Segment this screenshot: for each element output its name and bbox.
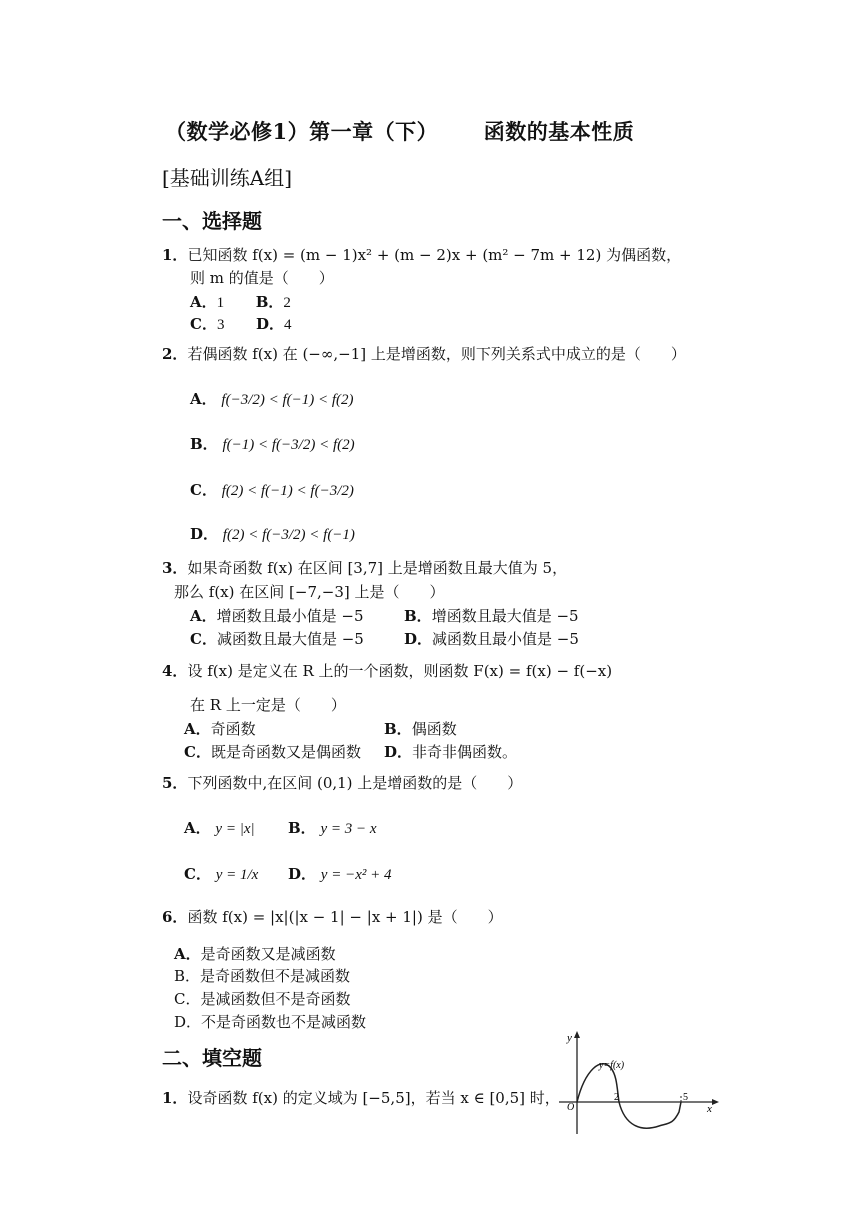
question-3-option-a: 增函数且最小值是 −5 — [216, 607, 364, 625]
option-label-c: C． — [190, 630, 217, 648]
question-5-option-a: y = |x| — [215, 821, 255, 837]
question-6-option-b-row — [174, 965, 350, 986]
option-label-d: D． — [288, 865, 317, 883]
fill-question-1-number: 1． — [162, 1089, 188, 1107]
question-4-option-d: 非奇非偶函数。 — [412, 743, 518, 761]
fill-question-1 — [162, 1087, 560, 1108]
curve-label: y=f(x) — [599, 1060, 625, 1071]
y-axis-arrow — [574, 1031, 580, 1038]
function-curve — [577, 1064, 681, 1128]
question-6-option-c: 是减函数但不是奇函数 — [200, 990, 351, 1008]
question-5-options-row1 — [184, 817, 377, 838]
question-3-option-c: 减函数且最大值是 −5 — [216, 630, 364, 648]
question-2-option-a: f(−3/2) < f(−1) < f(2) — [221, 392, 354, 408]
question-4-stem: 设 f(x) 是定义在 R 上的一个函数，则函数 F(x) = f(x) − f(−x) — [187, 662, 613, 680]
question-2-option-b: f(−1) < f(−3/2) < f(2) — [222, 437, 355, 453]
section-fill-title: 二、填空题 — [162, 1046, 262, 1070]
option-label-c: C． — [184, 743, 211, 761]
question-6 — [162, 906, 503, 927]
question-4-options-row1 — [184, 718, 457, 739]
question-4 — [162, 660, 612, 681]
option-label-a: A． — [174, 945, 201, 963]
question-3-option-d: 减函数且最小值是 −5 — [432, 630, 579, 648]
question-3-options-row1 — [190, 605, 579, 626]
option-label-a: A． — [190, 293, 217, 311]
question-3-option-b: 增函数且最大值是 −5 — [431, 607, 579, 625]
question-4-options-row2 — [184, 741, 517, 762]
question-3-stem: 如果奇函数 f(x) 在区间 [3,7] 上是增函数且最大值为 5， — [187, 559, 568, 577]
question-5-options-row2 — [184, 863, 391, 884]
question-1-stem: 已知函数 f(x) = (m − 1)x² + (m − 2)x + (m² − 7m + 12) 为偶函数， — [187, 246, 682, 264]
subtitle-text: 函数的基本性质 — [483, 119, 635, 144]
y-axis-label: y — [567, 1032, 572, 1044]
question-3-number: 3． — [162, 559, 188, 577]
option-label-b: B． — [404, 607, 432, 625]
question-6-option-d-row — [174, 1011, 366, 1032]
question-5-option-b: y = 3 − x — [320, 821, 377, 837]
x-axis-label: x — [707, 1103, 712, 1115]
option-label-a: A． — [190, 390, 217, 408]
page-title — [165, 116, 634, 146]
question-3-stem-2: 那么 f(x) 在区间 [−7,−3] 上是（ ） — [174, 583, 445, 601]
option-label-a: A． — [190, 607, 217, 625]
question-6-option-c-row — [174, 988, 351, 1009]
option-label-d: D． — [174, 1013, 202, 1031]
question-4-number: 4． — [162, 662, 188, 680]
question-1-option-b: 2 — [283, 295, 291, 311]
question-6-number: 6． — [162, 908, 188, 926]
question-1-options-row2 — [190, 313, 292, 334]
option-label-c: C． — [174, 990, 201, 1008]
option-label-b: B． — [190, 435, 218, 453]
option-label-b: B． — [384, 720, 412, 738]
question-2-option-c-row — [190, 479, 354, 500]
option-label-c: C． — [190, 481, 217, 499]
question-1-option-c: 3 — [216, 317, 225, 333]
option-label-a: A． — [184, 720, 211, 738]
question-6-option-a-row — [174, 943, 336, 964]
question-5-stem: 下列函数中,在区间 (0,1) 上是增函数的是（ ） — [187, 774, 523, 792]
section-choice-title: 一、选择题 — [162, 209, 262, 233]
option-label-d: D． — [256, 315, 285, 333]
option-label-c: C． — [184, 865, 211, 883]
option-label-d: D． — [404, 630, 433, 648]
question-4-stem-2: 在 R 上一定是（ ） — [190, 696, 346, 714]
question-4-option-c: 既是奇函数又是偶函数 — [210, 743, 361, 761]
question-5-option-c: y = 1/x — [215, 867, 259, 883]
option-label-b: B． — [288, 819, 316, 837]
tick-5-label: 5 — [683, 1092, 688, 1103]
option-label-d: D． — [190, 525, 219, 543]
question-2-option-a-row — [190, 388, 354, 409]
question-1-option-d: 4 — [284, 317, 292, 333]
question-6-option-a: 是奇函数又是减函数 — [200, 945, 336, 963]
fill-question-1-stem: 设奇函数 f(x) 的定义域为 [−5,5]，若当 x ∈ [0,5] 时， — [187, 1089, 560, 1107]
question-1-option-a: 1 — [216, 295, 225, 311]
option-label-b: B． — [174, 967, 201, 985]
question-2-stem: 若偶函数 f(x) 在 (−∞,−1] 上是增函数，则下列关系式中成立的是（ ） — [187, 345, 686, 363]
x-axis-arrow — [712, 1099, 719, 1105]
question-3-options-row2 — [190, 628, 579, 649]
question-5 — [162, 772, 522, 793]
question-2-number: 2． — [162, 345, 188, 363]
group-label: [基础训练A组] — [162, 166, 293, 190]
option-label-d: D． — [384, 743, 413, 761]
question-1-number: 1． — [162, 246, 188, 264]
question-2-option-c: f(2) < f(−1) < f(−3/2) — [221, 483, 354, 499]
question-2-option-b-row — [190, 433, 355, 454]
question-2 — [162, 343, 686, 364]
question-4-option-a: 奇函数 — [210, 720, 256, 738]
question-1-options-row1 — [190, 291, 291, 312]
tick-2-label: 2 — [614, 1092, 619, 1103]
question-6-option-d: 不是奇函数也不是减函数 — [201, 1013, 367, 1031]
question-2-option-d-row — [190, 523, 355, 544]
question-5-number: 5． — [162, 774, 188, 792]
function-graph — [555, 1028, 725, 1138]
title-text: （数学必修1）第一章（下） — [165, 119, 439, 144]
option-label-b: B． — [255, 293, 284, 311]
origin-label: O — [567, 1102, 575, 1113]
question-6-stem: 函数 f(x) = |x|(|x − 1| − |x + 1|) 是（ ） — [187, 908, 503, 926]
option-label-a: A． — [184, 819, 211, 837]
question-5-option-d: y = −x² + 4 — [320, 867, 392, 883]
question-6-option-b: 是奇函数但不是减函数 — [200, 967, 351, 985]
question-2-option-d: f(2) < f(−3/2) < f(−1) — [222, 527, 355, 543]
question-1-stem-2: 则 m 的值是（ ） — [190, 269, 334, 287]
question-3 — [162, 557, 567, 578]
question-4-option-b: 偶函数 — [411, 720, 457, 738]
option-label-c: C． — [190, 315, 217, 333]
question-1 — [162, 244, 681, 265]
